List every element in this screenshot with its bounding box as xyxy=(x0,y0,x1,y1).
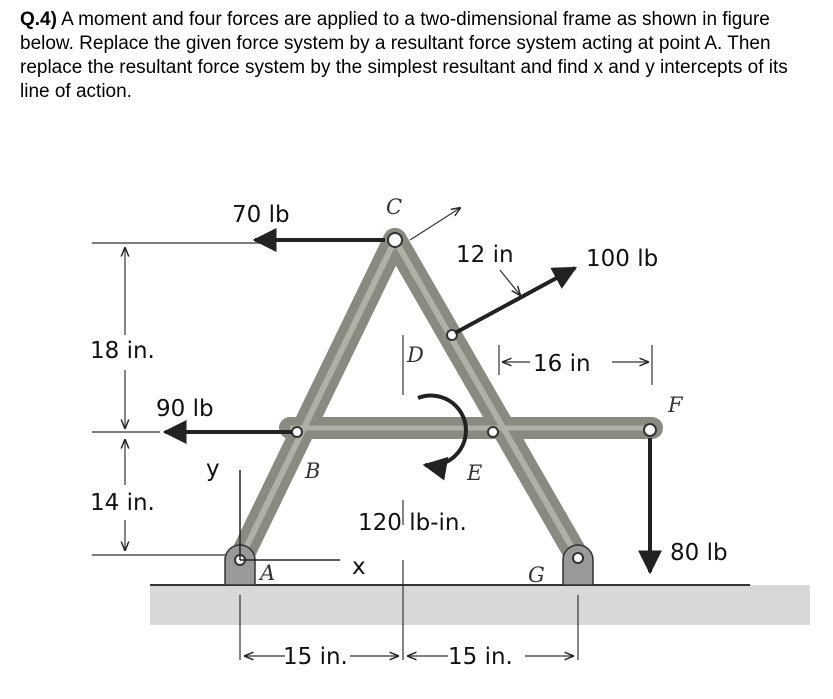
dim-14-label: 14 in. xyxy=(90,490,155,516)
point-C-label: C xyxy=(386,195,403,219)
dim-18-label: 18 in. xyxy=(90,338,155,364)
ground xyxy=(150,585,810,625)
point-E-label: E xyxy=(467,461,483,485)
point-B-label: B xyxy=(305,459,321,483)
dim-12-label: 12 in xyxy=(456,242,514,268)
question-body: A moment and four forces are applied to a two-dimensional frame as shown in figure below. Replace the given force system by a resultant force system acting at point A. Then replace the resultant force system by the simplest resultant and find x and y intercepts of its line of action. xyxy=(20,9,788,102)
point-F-label: F xyxy=(668,393,683,417)
dim-16-label: 16 in xyxy=(533,351,591,377)
point-D-label: D xyxy=(407,343,424,367)
force-100-arrow xyxy=(455,268,575,333)
dim-15-right-label: 15 in. xyxy=(448,644,513,670)
force-90-label: 90 lb xyxy=(156,396,214,422)
x-axis-label: x xyxy=(352,554,366,580)
question-number: Q.4) xyxy=(20,9,57,30)
point-G-label: G xyxy=(528,563,545,587)
force-100-label: 100 lb xyxy=(586,246,659,272)
support-G xyxy=(563,545,593,585)
force-80-label: 80 lb xyxy=(670,540,728,566)
force-70-label: 70 lb xyxy=(232,202,290,228)
moment-label: 120 lb-in. xyxy=(358,510,467,536)
point-A-label: A xyxy=(260,561,276,585)
y-axis-label: y xyxy=(206,456,220,482)
dim-15-left-label: 15 in. xyxy=(283,644,348,670)
